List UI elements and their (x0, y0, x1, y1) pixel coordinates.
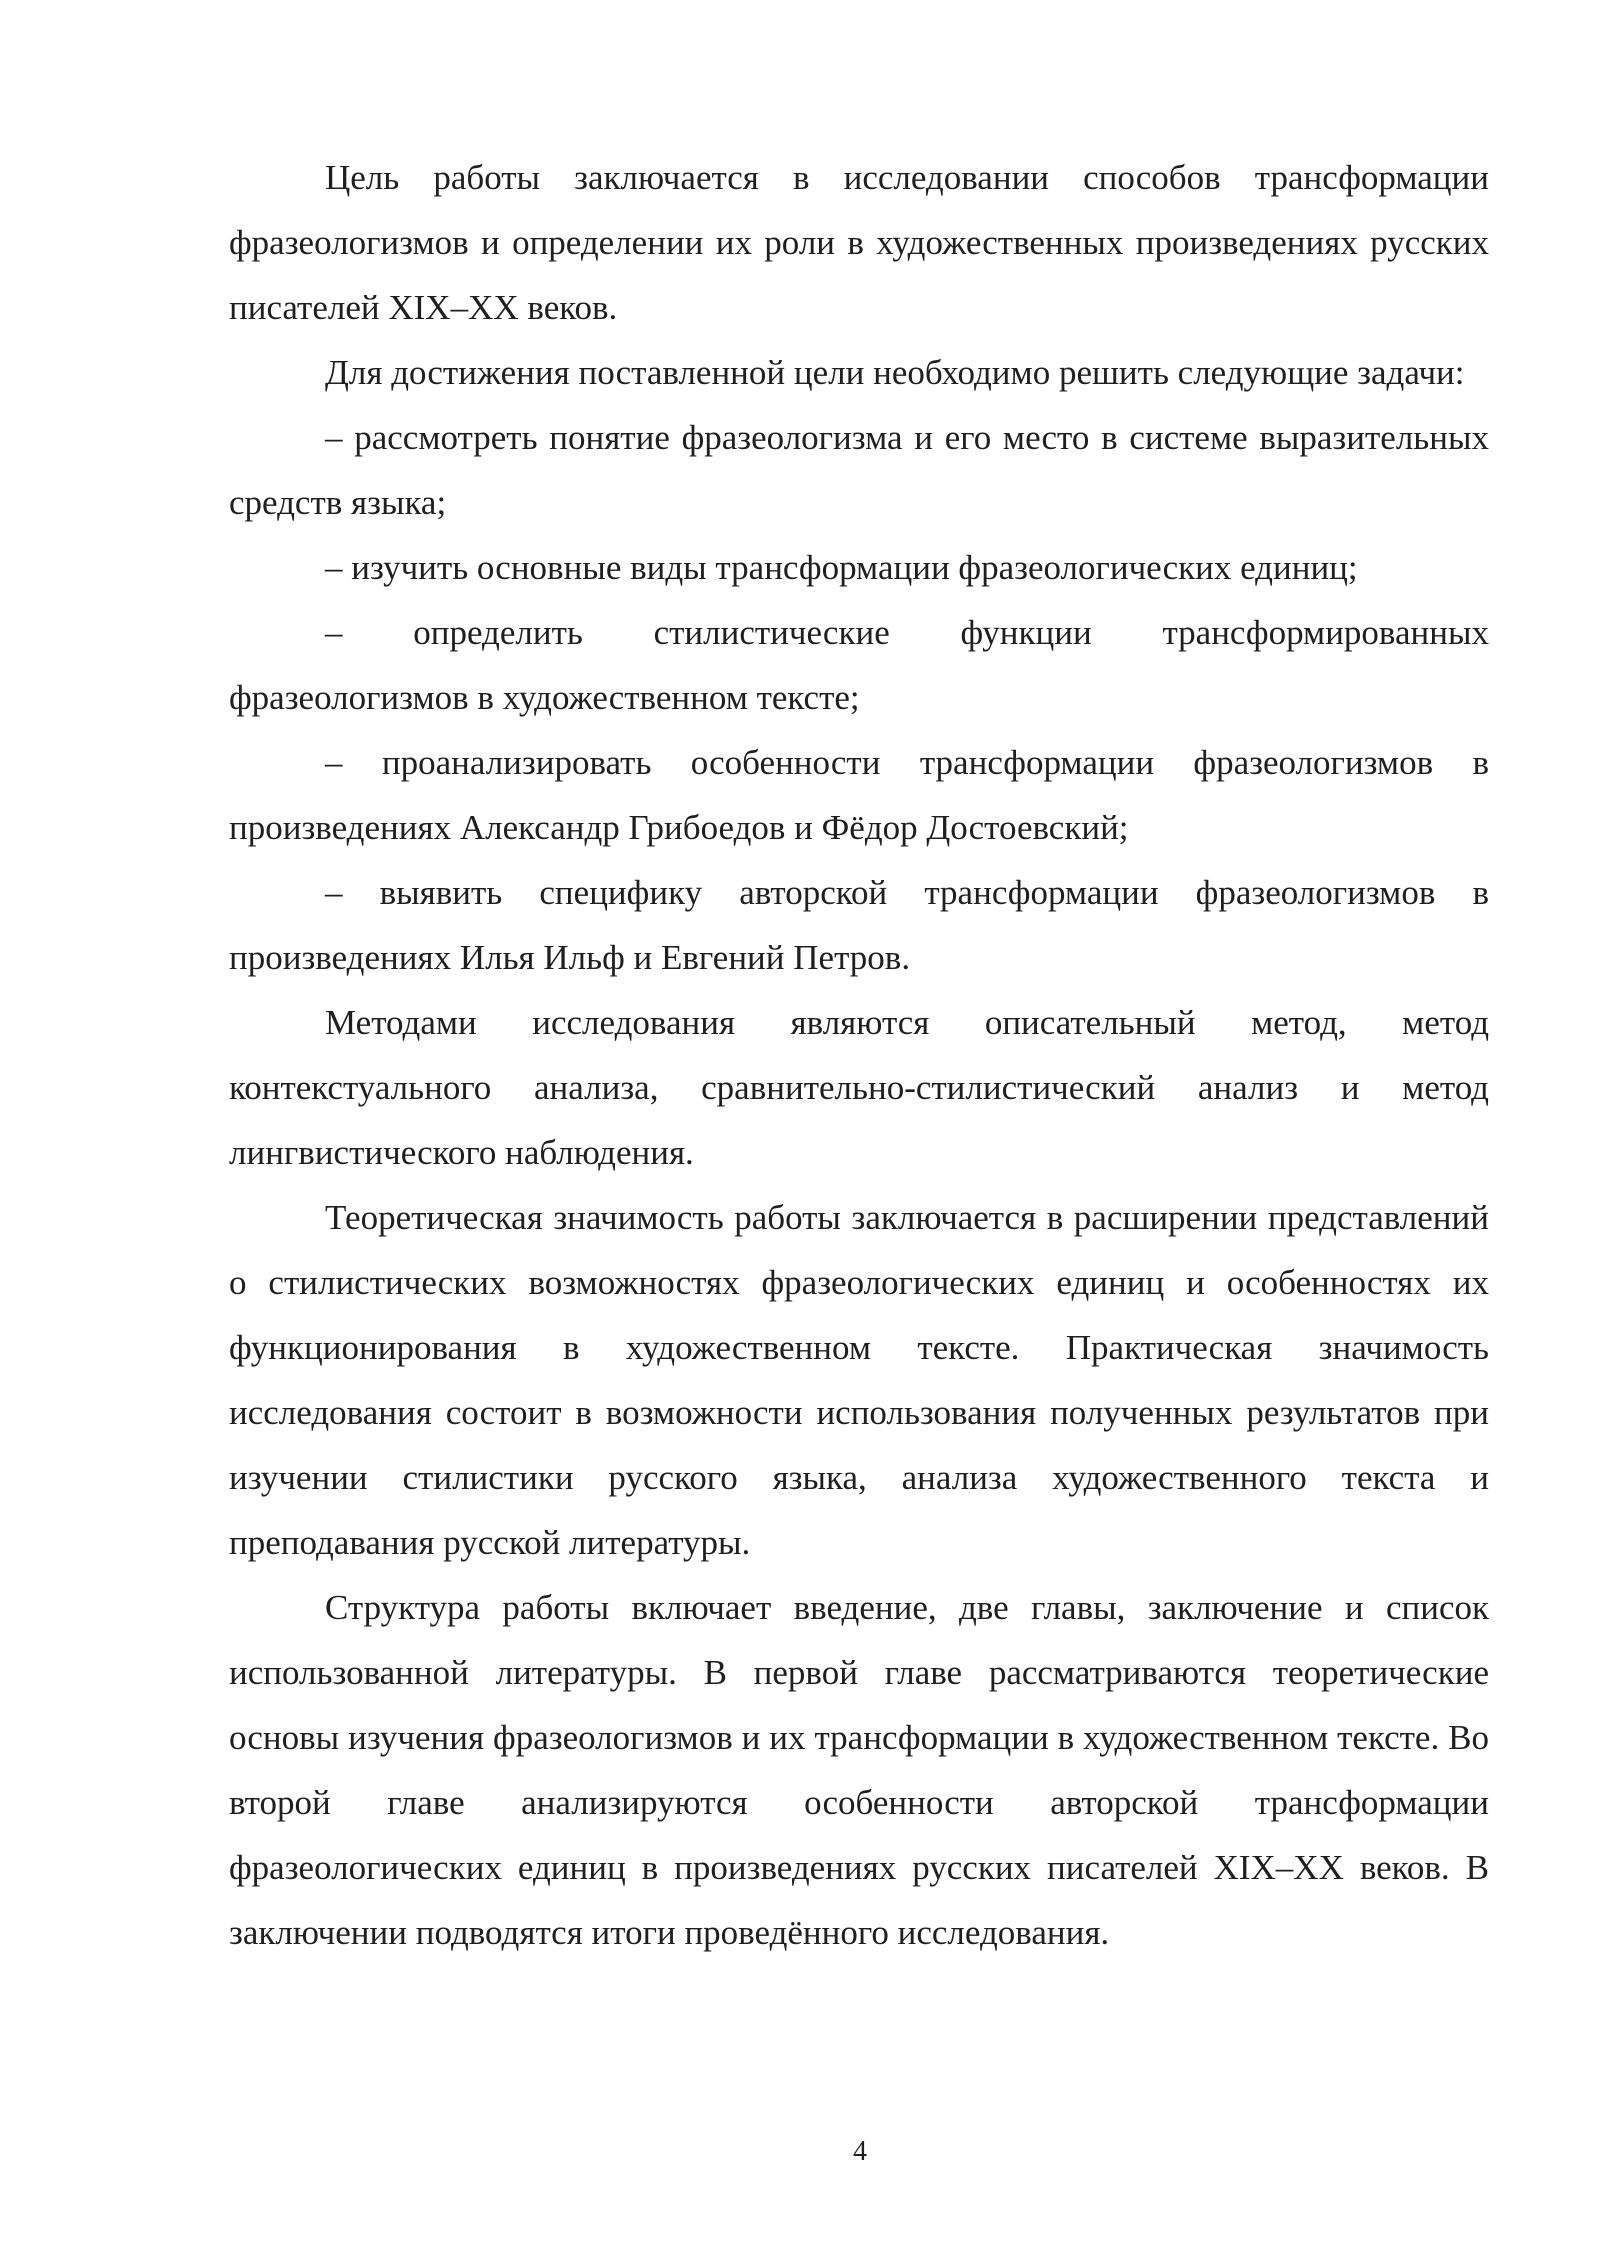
paragraph-significance: Теоретическая значимость работы заключается в расширении представлений о стилистических возможностях фразеологических единиц и особенностях их функционирования в художественном тексте. Практическая значимость исследования состоит в возможности использования полученных результатов при изучении стилистики русского языка, анализа художественного текста и преподавания русской литературы. (229, 1198, 1489, 1562)
paragraph-structure: Структура работы включает введение, две главы, заключение и список использованной литературы. В первой главе рассматриваются теоретические основы изучения фразеологизмов и их трансформации в художественном тексте. Во второй главе анализируются особенности авторской трансформации фразеологических единиц в произведениях русских писателей XIX–XX веков. В заключении подводятся итоги проведённого исследования. (229, 1588, 1489, 1952)
list-item-task-4: – проанализировать особенности трансформации фразеологизмов в произведениях Александр Грибоедов и Фёдор Достоевский; (229, 743, 1489, 847)
list-item-task-2: – изучить основные виды трансформации фразеологических единиц; (325, 548, 1358, 587)
list-item-task-5: – выявить специфику авторской трансформации фразеологизмов в произведениях Илья Ильф и Евгений Петров. (229, 873, 1489, 977)
paragraph-goal: Цель работы заключается в исследовании способов трансформации фразеологизмов и определении их роли в художественных произведениях русских писателей XIX–XX веков. (229, 158, 1489, 327)
list-item-task-1: – рассмотреть понятие фразеологизма и его место в системе выразительных средств языка; (229, 418, 1489, 522)
page-number: 4 (853, 2136, 867, 2167)
paragraph-tasks-intro: Для достижения поставленной цели необходимо решить следующие задачи: (325, 353, 1465, 392)
paragraph-methods: Методами исследования являются описательный метод, метод контекстуального анализа, сравнительно-стилистический анализ и метод лингвистического наблюдения. (229, 1003, 1489, 1172)
body-text (229, 145, 1489, 1965)
list-item-task-3: – определить стилистические функции трансформированных фразеологизмов в художественном тексте; (229, 613, 1489, 717)
